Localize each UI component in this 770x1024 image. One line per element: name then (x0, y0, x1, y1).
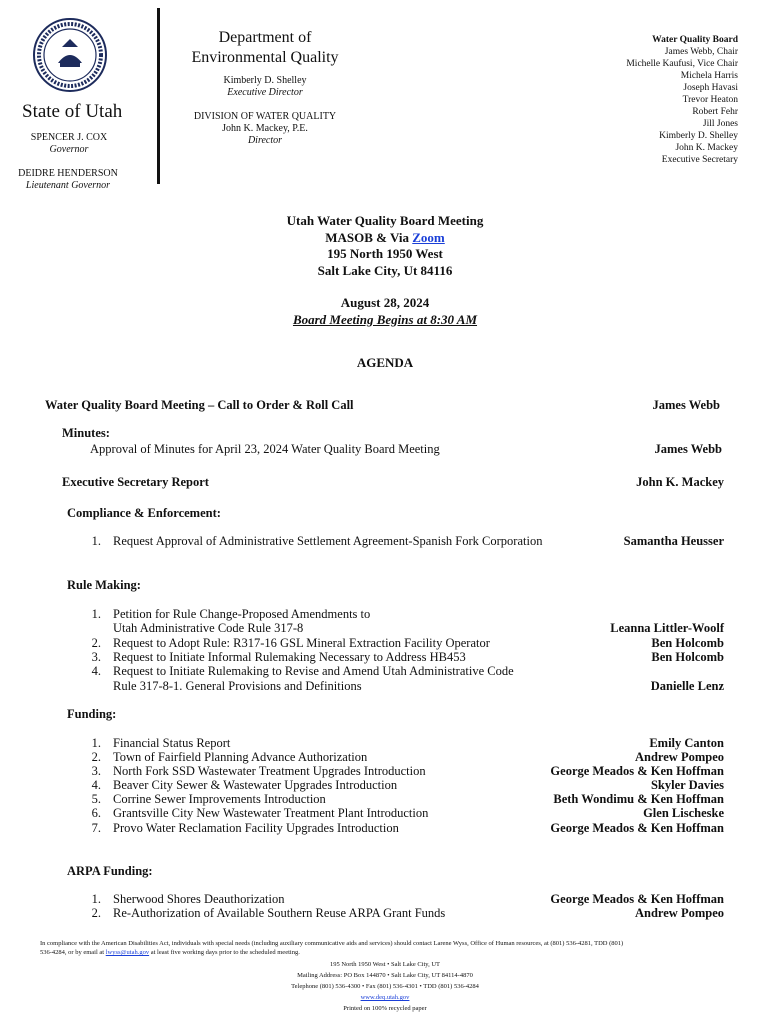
item-text: Financial Status Report (113, 736, 231, 750)
zoom-link[interactable]: Zoom (412, 229, 445, 245)
footer-mailing: Mailing Address: PO Box 144870 • Salt Lake City, UT 84114-4870 (297, 972, 473, 979)
department-block (189, 28, 341, 147)
ada-notice: In compliance with the American Disabilities Act, individuals with special needs (including auxiliary communicative aids and services) should contact Larene Wyss, Office of Human resources, at (801) 536-4281, TDD (801) 536-4284, or by email at lwyss@utah.gov at least five working days prior to the scheduled meeting. (40, 940, 624, 956)
agenda-heading: AGENDA (356, 355, 414, 370)
board-title: Water Quality Board (652, 35, 738, 45)
presenter: Skyler Davies (650, 778, 724, 792)
dept-line2: Environmental Quality (191, 49, 339, 66)
item-text: North Fork SSD Wastewater Treatment Upgrades Introduction (113, 764, 426, 778)
footer-recycled: Printed on 100% recycled paper (343, 1005, 427, 1012)
state-name: State of Utah (22, 101, 123, 122)
division-head: John K. Mackey, P.E. (222, 123, 308, 134)
board-member: James Webb, Chair (664, 47, 738, 57)
presenter: Ben Holcomb (651, 650, 724, 664)
presenter: Andrew Pompeo (634, 906, 724, 920)
dept-head: Kimberly D. Shelley (223, 75, 307, 86)
exec-report-label: Executive Secretary Report (62, 475, 209, 489)
item-text: Sherwood Shores Deauthorization (113, 892, 285, 906)
meeting-start-time: Board Meeting Begins at 8:30 AM (292, 311, 478, 327)
website-link[interactable]: www.deq.utah.gov (360, 994, 410, 1001)
division-name: DIVISION OF WATER QUALITY (193, 111, 337, 122)
presenter: Leanna Littler-Woolf (610, 621, 724, 635)
item-text: Town of Fairfield Planning Advance Authorization (113, 750, 368, 764)
item-text: Request to Initiate Informal Rulemaking Necessary to Address HB453 (113, 650, 466, 664)
item-text: Grantsville City New Wastewater Treatment Plant Introduction (113, 806, 429, 820)
board-member: Michelle Kaufusi, Vice Chair (626, 59, 738, 69)
presenter: George Meados & Ken Hoffman (550, 764, 724, 778)
item-text: Re-Authorization of Available Southern Reuse ARPA Grant Funds (113, 906, 446, 920)
presenter: Beth Wondimu & Ken Hoffman (553, 792, 724, 806)
item-text: Rule 317-8-1. General Provisions and Definitions (113, 679, 362, 693)
item-text: Request to Adopt Rule: R317-16 GSL Mineral Extraction Facility Operator (113, 636, 490, 650)
board-member: John K. Mackey (675, 143, 738, 153)
call-to-order-label: Water Quality Board Meeting – Call to Order & Roll Call (45, 398, 354, 412)
footer-address: 195 North 1950 West • Salt Lake City, UT (329, 961, 441, 968)
state-seal-logo (32, 17, 108, 93)
item-text: Request to Initiate Rulemaking to Revise and Amend Utah Administrative Code (113, 664, 514, 678)
meeting-header (0, 213, 770, 328)
dept-line1: Department of (218, 29, 312, 46)
board-member: Executive Secretary (661, 155, 738, 165)
meeting-address2: Salt Lake City, Ut 84116 (317, 262, 453, 278)
lt-governor-name: DEIDRE HENDERSON (18, 168, 118, 179)
lt-governor-title: Lieutenant Governor (25, 180, 111, 191)
dept-head-title: Executive Director (227, 87, 303, 98)
meeting-location: MASOB & Via Zoom (325, 229, 445, 245)
meeting-address1: 195 North 1950 West (327, 246, 443, 261)
footer-phone: Telephone (801) 536-4300 • Fax (801) 536-4301 • TDD (801) 536-4284 (291, 983, 479, 990)
division-head-title: Director (247, 135, 283, 146)
presenter: George Meados & Ken Hoffman (550, 821, 724, 835)
letterhead-divider (157, 8, 160, 184)
presenter: Ben Holcomb (651, 636, 724, 650)
lt-governor-block (18, 168, 118, 192)
governor-block (29, 132, 109, 156)
presenter: Andrew Pompeo (634, 750, 724, 764)
presenter: George Meados & Ken Hoffman (550, 892, 724, 906)
item-text: Provo Water Reclamation Facility Upgrades Introduction (113, 821, 399, 835)
board-member: Robert Fehr (692, 107, 738, 117)
item-text: Beaver City Sewer & Wastewater Upgrades Introduction (113, 778, 398, 792)
presenter: Glen Lischeske (643, 806, 724, 820)
presenter: John K. Mackey (636, 475, 724, 489)
item-text: Corrine Sewer Improvements Introduction (113, 792, 326, 806)
governor-name: SPENCER J. COX (30, 132, 108, 143)
presenter: Samantha Heusser (623, 534, 724, 548)
governor-title: Governor (49, 144, 89, 155)
meeting-date: August 28, 2024 (340, 295, 430, 310)
presenter: Emily Canton (649, 736, 724, 750)
email-link[interactable]: lwyss@utah.gov (105, 949, 150, 956)
item-text: Approval of Minutes for April 23, 2024 Water Quality Board Meeting (90, 442, 440, 456)
board-member: Michela Harris (680, 71, 738, 81)
item-text: Petition for Rule Change-Proposed Amendments to (113, 607, 371, 621)
item-text: Utah Administrative Code Rule 317-8 (113, 621, 304, 635)
board-member: Kimberly D. Shelley (659, 131, 738, 141)
presenter: Danielle Lenz (650, 679, 724, 693)
presenter: James Webb (652, 398, 720, 412)
board-member: Joseph Havasi (683, 83, 738, 93)
board-member: Trevor Heaton (682, 95, 738, 105)
footer-contact (0, 959, 770, 1014)
board-members (626, 34, 738, 166)
meeting-title: Utah Water Quality Board Meeting (286, 213, 484, 228)
presenter: James Webb (654, 442, 722, 456)
board-member: Jill Jones (702, 119, 738, 129)
item-text: Request Approval of Administrative Settlement Agreement-Spanish Fork Corporation (113, 534, 543, 548)
